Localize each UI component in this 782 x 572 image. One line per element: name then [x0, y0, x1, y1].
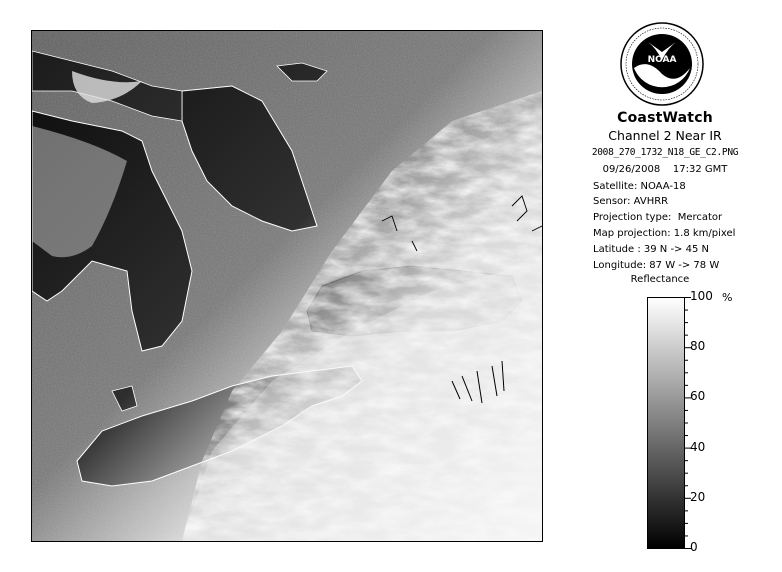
colorbar-label: 60	[690, 389, 706, 404]
filename-label: 2008_270_1732_N18_GE_C2.PNG	[591, 147, 739, 158]
colorbar-title: Reflectance	[630, 274, 690, 285]
colorbar-label: 0	[690, 540, 698, 554]
colorbar-ticks	[684, 297, 698, 549]
satellite-map-svg	[32, 31, 542, 541]
colorbar-unit: %	[722, 291, 733, 304]
colorbar-label: 40	[690, 439, 706, 454]
noaa-logo-text: NOAA	[647, 55, 677, 65]
satellite-image	[31, 30, 543, 542]
satellite-label: Satellite: NOAA-18	[593, 181, 686, 192]
brand-title: CoastWatch	[617, 110, 713, 126]
map-projection-label: Map projection: 1.8 km/pixel	[593, 228, 736, 239]
latitude-label: Latitude : 39 N -> 45 N	[593, 244, 709, 255]
projection-type-label: Projection type: Mercator	[593, 212, 723, 223]
sensor-label: Sensor: AVHRR	[593, 196, 669, 207]
colorbar-label: 80	[690, 339, 706, 354]
longitude-label: Longitude: 87 W -> 78 W	[593, 260, 720, 271]
colorbar	[647, 297, 685, 549]
datetime-label: 09/26/2008 17:32 GMT	[602, 164, 728, 175]
colorbar-label: 100	[690, 289, 713, 303]
channel-label: Channel 2 Near IR	[608, 128, 722, 143]
noaa-logo	[620, 22, 704, 106]
colorbar-label: 20	[690, 489, 706, 504]
